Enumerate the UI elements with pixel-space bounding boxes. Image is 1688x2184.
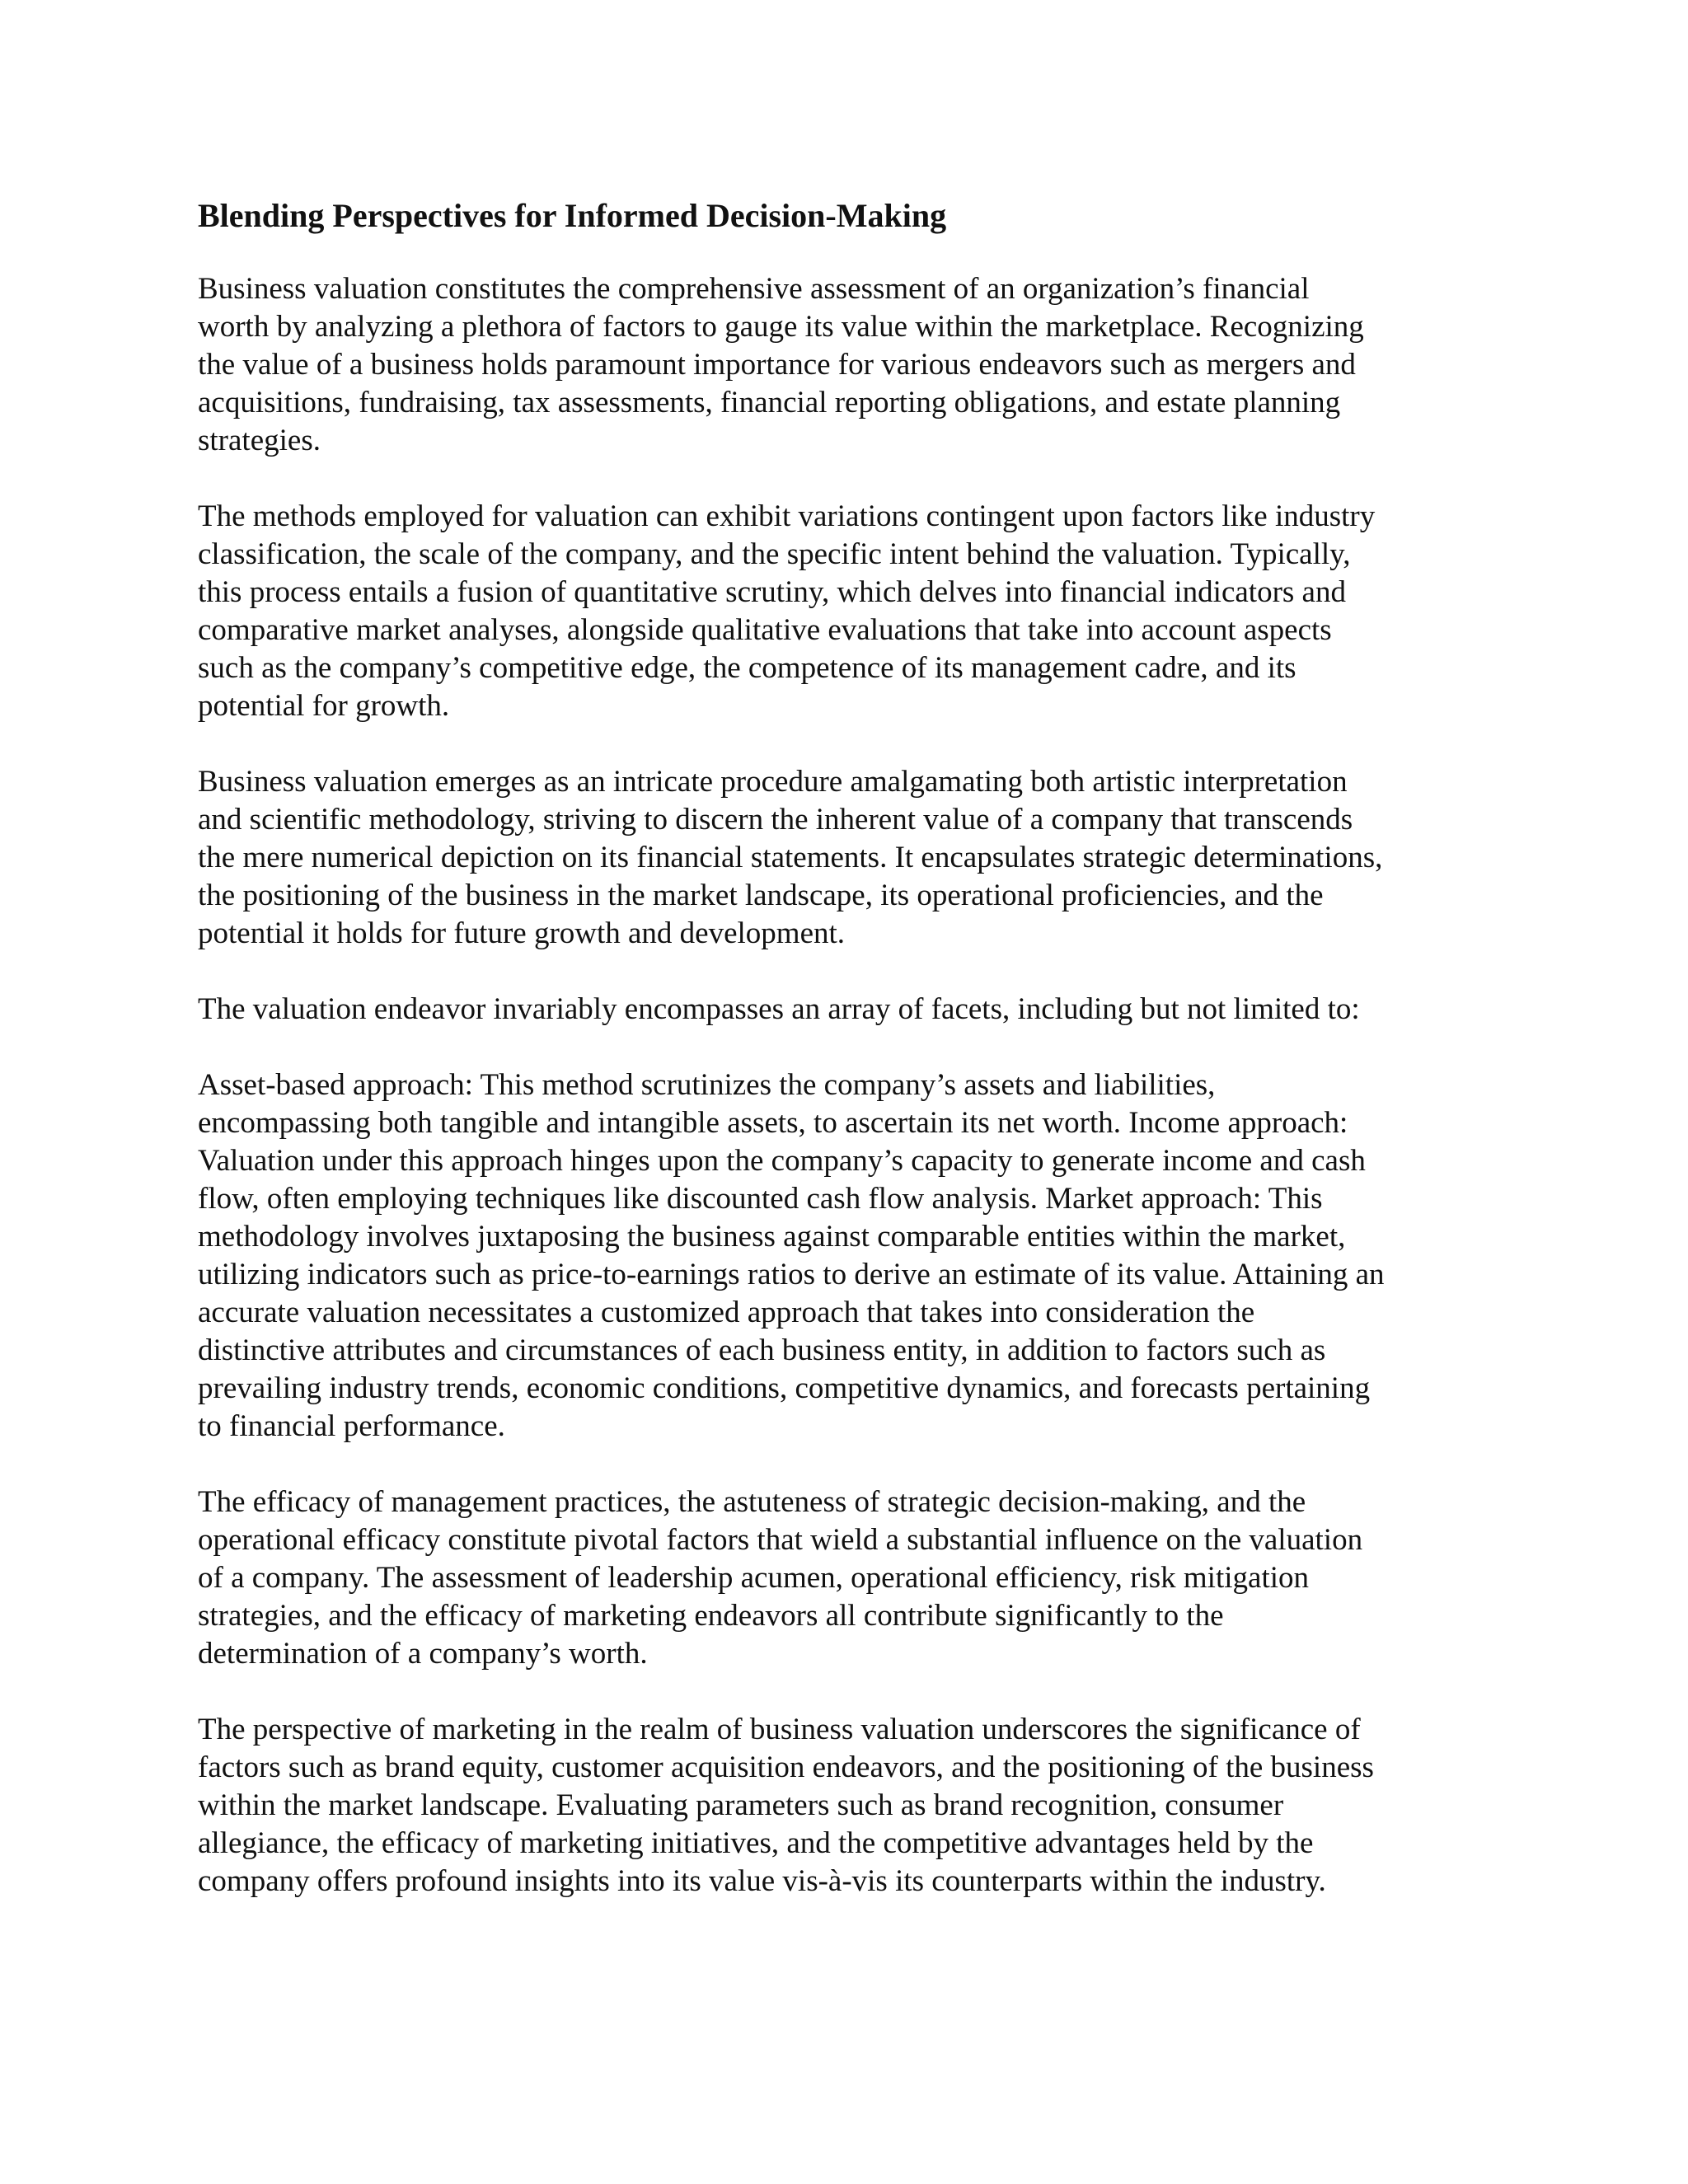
paragraph-line: The methods employed for valuation can exhibit variations contingent upon factors like industry: [198, 499, 1376, 533]
paragraph-line: the mere numerical depiction on its financial statements. It encapsulates strategic determinations,: [198, 841, 1383, 874]
paragraph-line: encompassing both tangible and intangible assets, to ascertain its net worth. Income approach:: [198, 1106, 1348, 1140]
paragraph-line: Valuation under this approach hinges upon the company’s capacity to generate income and cash: [198, 1144, 1366, 1178]
paragraph-line: The valuation endeavor invariably encompasses an array of facets, including but not limited to:: [198, 992, 1360, 1026]
paragraph: [198, 1711, 1500, 1900]
paragraph: [198, 270, 1500, 460]
paragraph-line: the positioning of the business in the market landscape, its operational proficiencies, and the: [198, 879, 1324, 912]
paragraph-line: strategies, and the efficacy of marketing endeavors all contribute significantly to the: [198, 1599, 1224, 1633]
paragraph-line: worth by analyzing a plethora of factors to gauge its value within the marketplace. Recognizing: [198, 310, 1364, 344]
paragraph-line: classification, the scale of the company, and the specific intent behind the valuation. Typically,: [198, 537, 1351, 571]
paragraph-line: company offers profound insights into its value vis-à-vis its counterparts within the industry.: [198, 1864, 1326, 1898]
paragraph-line: factors such as brand equity, customer acquisition endeavors, and the positioning of the business: [198, 1750, 1374, 1784]
paragraph-line: of a company. The assessment of leadership acumen, operational efficiency, risk mitigation: [198, 1561, 1310, 1595]
paragraph-line: acquisitions, fundraising, tax assessments, financial reporting obligations, and estate planning: [198, 386, 1341, 419]
document-title: Blending Perspectives for Informed Decision-Making: [198, 197, 947, 234]
paragraph-line: this process entails a fusion of quantitative scrutiny, which delves into financial indicators and: [198, 575, 1346, 609]
paragraph-line: Business valuation emerges as an intricate procedure amalgamating both artistic interpretation: [198, 765, 1348, 799]
paragraph-line: potential it holds for future growth and development.: [198, 916, 846, 950]
paragraph: [198, 1483, 1500, 1673]
paragraph: [198, 763, 1500, 953]
paragraph-line: comparative market analyses, alongside qualitative evaluations that take into account aspects: [198, 613, 1332, 647]
paragraph-line: The efficacy of management practices, the astuteness of strategic decision-making, and the: [198, 1485, 1306, 1519]
paragraph-line: strategies.: [198, 424, 321, 457]
paragraph-line: allegiance, the efficacy of marketing initiatives, and the competitive advantages held by the: [198, 1826, 1314, 1860]
paragraph-line: determination of a company’s worth.: [198, 1637, 648, 1671]
paragraph-line: operational efficacy constitute pivotal factors that wield a substantial influence on the valuation: [198, 1523, 1363, 1557]
paragraph-line: Asset-based approach: This method scrutinizes the company’s assets and liabilities,: [198, 1068, 1216, 1102]
paragraph-line: methodology involves juxtaposing the business against comparable entities within the market,: [198, 1220, 1346, 1254]
paragraph: [198, 991, 1500, 1029]
paragraph-line: the value of a business holds paramount importance for various endeavors such as mergers and: [198, 348, 1356, 382]
paragraph: [198, 498, 1500, 725]
paragraph-line: accurate valuation necessitates a customized approach that takes into consideration the: [198, 1296, 1255, 1329]
paragraph-line: The perspective of marketing in the realm of business valuation underscores the significance of: [198, 1713, 1361, 1746]
paragraph: [198, 1066, 1500, 1446]
paragraph-line: to financial performance.: [198, 1409, 505, 1443]
paragraph-line: within the market landscape. Evaluating parameters such as brand recognition, consumer: [198, 1788, 1284, 1822]
paragraph-line: such as the company’s competitive edge, the competence of its management cadre, and its: [198, 651, 1296, 685]
paragraph-line: potential for growth.: [198, 689, 450, 723]
document-body: [198, 196, 1500, 1938]
paragraph-line: distinctive attributes and circumstances of each business entity, in addition to factors such as: [198, 1333, 1326, 1367]
paragraph-line: Business valuation constitutes the comprehensive assessment of an organization’s financial: [198, 272, 1310, 306]
paragraph-line: utilizing indicators such as price-to-earnings ratios to derive an estimate of its value. Attaining an: [198, 1258, 1385, 1291]
paragraph-line: flow, often employing techniques like discounted cash flow analysis. Market approach: This: [198, 1182, 1323, 1216]
paragraph-line: prevailing industry trends, economic conditions, competitive dynamics, and forecasts pertaining: [198, 1371, 1371, 1405]
paragraph-line: and scientific methodology, striving to discern the inherent value of a company that transcends: [198, 803, 1353, 837]
